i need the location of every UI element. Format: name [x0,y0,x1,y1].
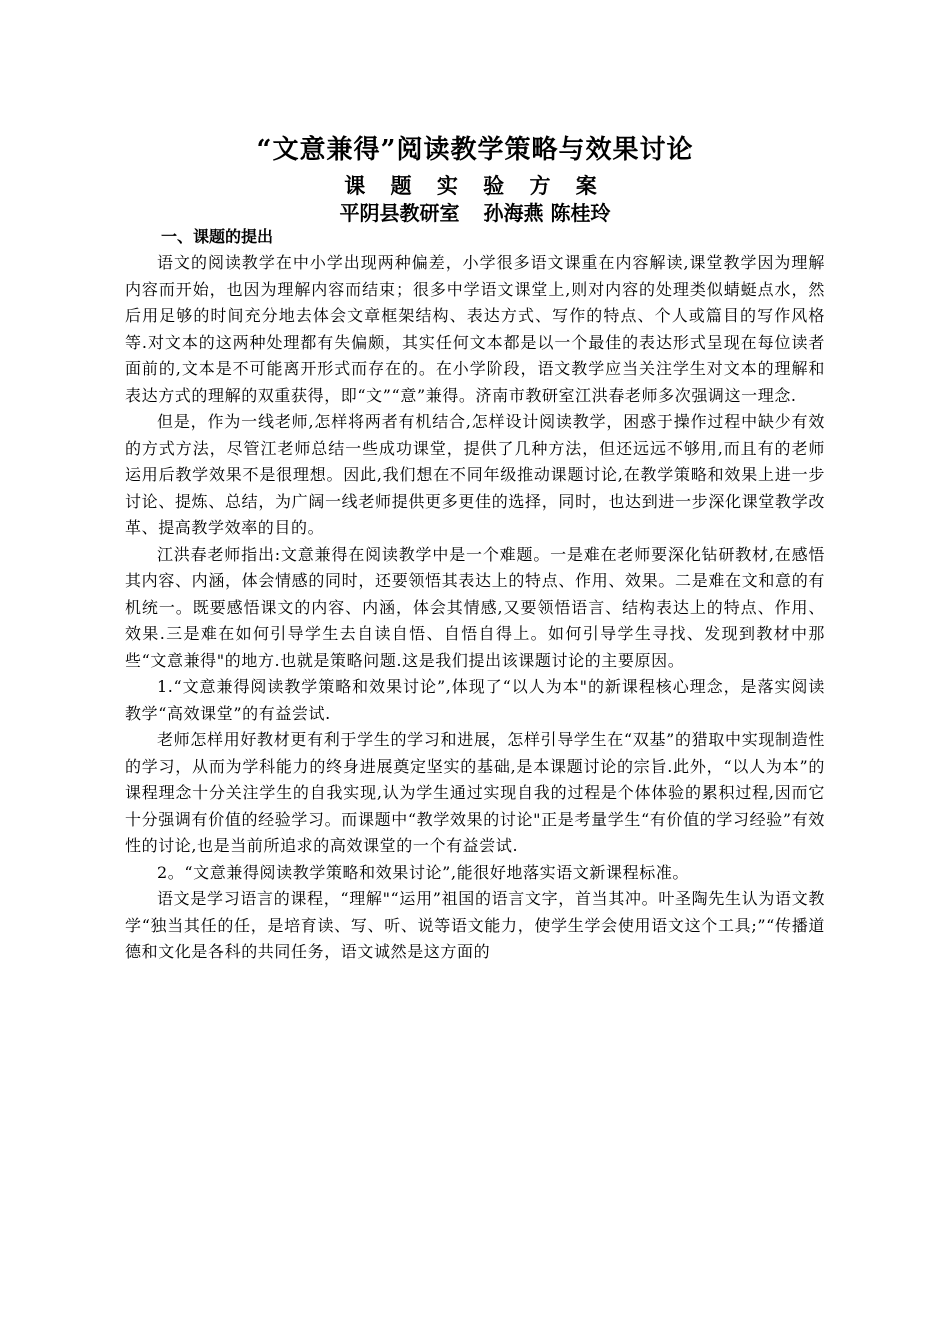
paragraph: 老师怎样用好教材更有利于学生的学习和进展，怎样引导学生在“双基”的猎取中实现制造性的学习，从而为学科能力的终身进展奠定坚实的基础,是本课题讨论的宗旨.此外，“以人为本”的课程理念十分关注学生的自我实现,认为学生通过实现自我的过程是个体体验的累积过程,因而它十分强调有价值的经验学习。而课题中“教学效果的讨论"正是考量学生“有价值的学习经验”有效性的讨论,也是当前所追求的高效课堂的一个有益尝试. [125,730,825,855]
author-line [0,199,950,227]
document-title: “文意兼得”阅读教学策略与效果讨论 [256,135,694,165]
paragraph: 2。“文意兼得阅读教学策略和效果讨论”,能很好地落实语文新课程标准。 [157,862,690,882]
paragraph: 语文是学习语言的课程，“理解"“运用”祖国的语言文字，首当其冲。叶圣陶先生认为语文教学“独当其任的任，是培育读、写、听、说等语文能力，使学生学会使用语文这个工具;”“传播道德和文化是各科的共同任务，语文诚然是这方面的 [125,889,825,961]
paragraph: 但是，作为一线老师,怎样将两者有机结合,怎样设计阅读教学，困惑于操作过程中缺少有效的方式方法，尽管江老师总结一些成功课堂，提供了几种方法，但还远远不够用,而且有的老师运用后教学效果不是很理想。因此,我们想在不同年级推动课题讨论,在教学策略和效果上进一步讨论、提炼、总结，为广阔一线老师提供更多更佳的选择，同时，也达到进一步深化课堂教学改革、提高教学效率的目的。 [125,412,825,537]
document-body [125,224,825,966]
author-names: 孙海燕 陈桂玲 [483,201,611,225]
paragraph: 江洪春老师指出:文意兼得在阅读教学中是一个难题。一是难在老师要深化钻研教材,在感悟其内容、内涵，体会情感的同时，还要领悟其表达上的特点、作用、效果。二是难在文和意的有机统一。既要感悟课文的内容、内涵，体会其情感,又要领悟语言、结构表达上的特点、作用、效果.三是难在如何引导学生去自读自悟、自悟自得上。如何引导学生寻找、发现到教材中那些“文意兼得"的地方.也就是策略问题.这是我们提出该课题讨论的主要原因。 [125,544,825,670]
author-organization: 平阴县教研室 [339,201,460,225]
section-heading: 一、课题的提出 [161,227,274,246]
document-subtitle: 课 题 实 验 方 案 [344,173,606,198]
paragraph: 1.“文意兼得阅读教学策略和效果讨论”,体现了“以人为本"的新课程核心理念，是落实阅读教学“高效课堂”的有益尝试. [125,677,825,723]
paragraph: 语文的阅读教学在中小学出现两种偏差，小学很多语文课重在内容解读,课堂教学因为理解内容而开始，也因为理解内容而结束；很多中学语文课堂上,则对内容的处理类似蜻蜓点水，然后用足够的时间充分地去体会文章框架结构、表达方式、写作的特点、个人或篇目的写作风格等.对文本的这两种处理都有失偏颇，其实任何文本都是以一个最佳的表达形式呈现在每位读者面前的,文本是不可能离开形式而存在的。在小学阶段，语文教学应当关注学生对文本的理解和表达方式的理解的双重获得，即“文”“意”兼得。济南市教研室江洪春老师多次强调这一理念. [125,253,825,405]
